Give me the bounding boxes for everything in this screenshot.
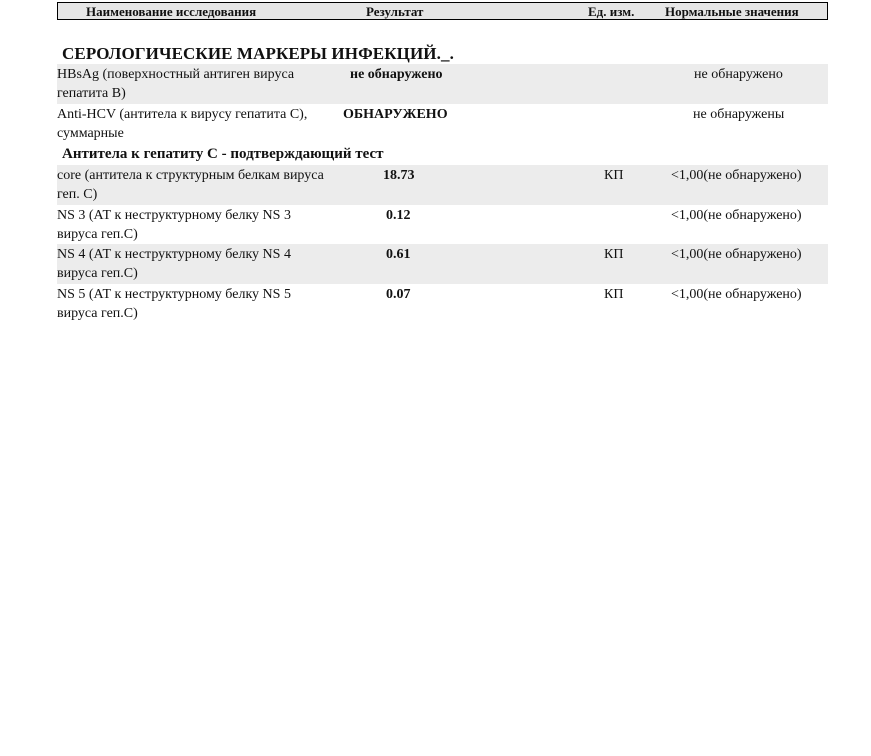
subsection-title: Антитела к гепатиту С - подтверждающий тест — [62, 146, 384, 162]
table-row — [57, 165, 828, 205]
test-result: не обнаружено — [350, 67, 443, 82]
header-name: Наименование исследования — [86, 4, 257, 19]
section-title: СЕРОЛОГИЧЕСКИЕ МАРКЕРЫ ИНФЕКЦИЙ._. — [62, 44, 454, 63]
test-name: Anti-HCV (антитела к вирусу гепатита С), суммарные — [57, 107, 308, 141]
test-name: NS 3 (АТ к неструктурному белку NS 3 вируса геп.С) — [57, 208, 291, 242]
table-header — [57, 2, 828, 20]
test-result: 18.73 — [383, 168, 415, 183]
header-unit: Ед. изм. — [588, 4, 635, 19]
test-name: core (антитела к структурным белкам вируса геп. С) — [57, 168, 324, 202]
test-result: 0.61 — [386, 247, 411, 262]
table-row — [57, 244, 828, 284]
table-row — [57, 205, 828, 244]
test-norm: <1,00(не обнаружено) — [671, 247, 802, 262]
test-name: NS 5 (АТ к неструктурному белку NS 5 вируса геп.С) — [57, 287, 291, 321]
test-norm: не обнаружены — [693, 107, 785, 122]
table-row — [57, 104, 828, 144]
test-norm: <1,00(не обнаружено) — [671, 168, 802, 183]
test-norm: <1,00(не обнаружено) — [671, 208, 802, 223]
test-result: 0.07 — [386, 287, 411, 302]
test-name: NS 4 (АТ к неструктурному белку NS 4 вируса геп.С) — [57, 247, 291, 281]
test-result: ОБНАРУЖЕНО — [343, 107, 448, 122]
test-norm: <1,00(не обнаружено) — [671, 287, 802, 302]
test-norm: не обнаружено — [694, 67, 783, 82]
test-unit: КП — [604, 247, 624, 262]
table-row — [57, 284, 828, 324]
header-result: Результат — [366, 4, 424, 19]
test-name: HBsAg (поверхностный антиген вируса гепатита В) — [57, 67, 295, 101]
test-unit: КП — [604, 287, 624, 302]
header-norm: Нормальные значения — [665, 4, 799, 19]
table-row — [57, 64, 828, 104]
test-result: 0.12 — [386, 208, 411, 223]
test-unit: КП — [604, 168, 624, 183]
